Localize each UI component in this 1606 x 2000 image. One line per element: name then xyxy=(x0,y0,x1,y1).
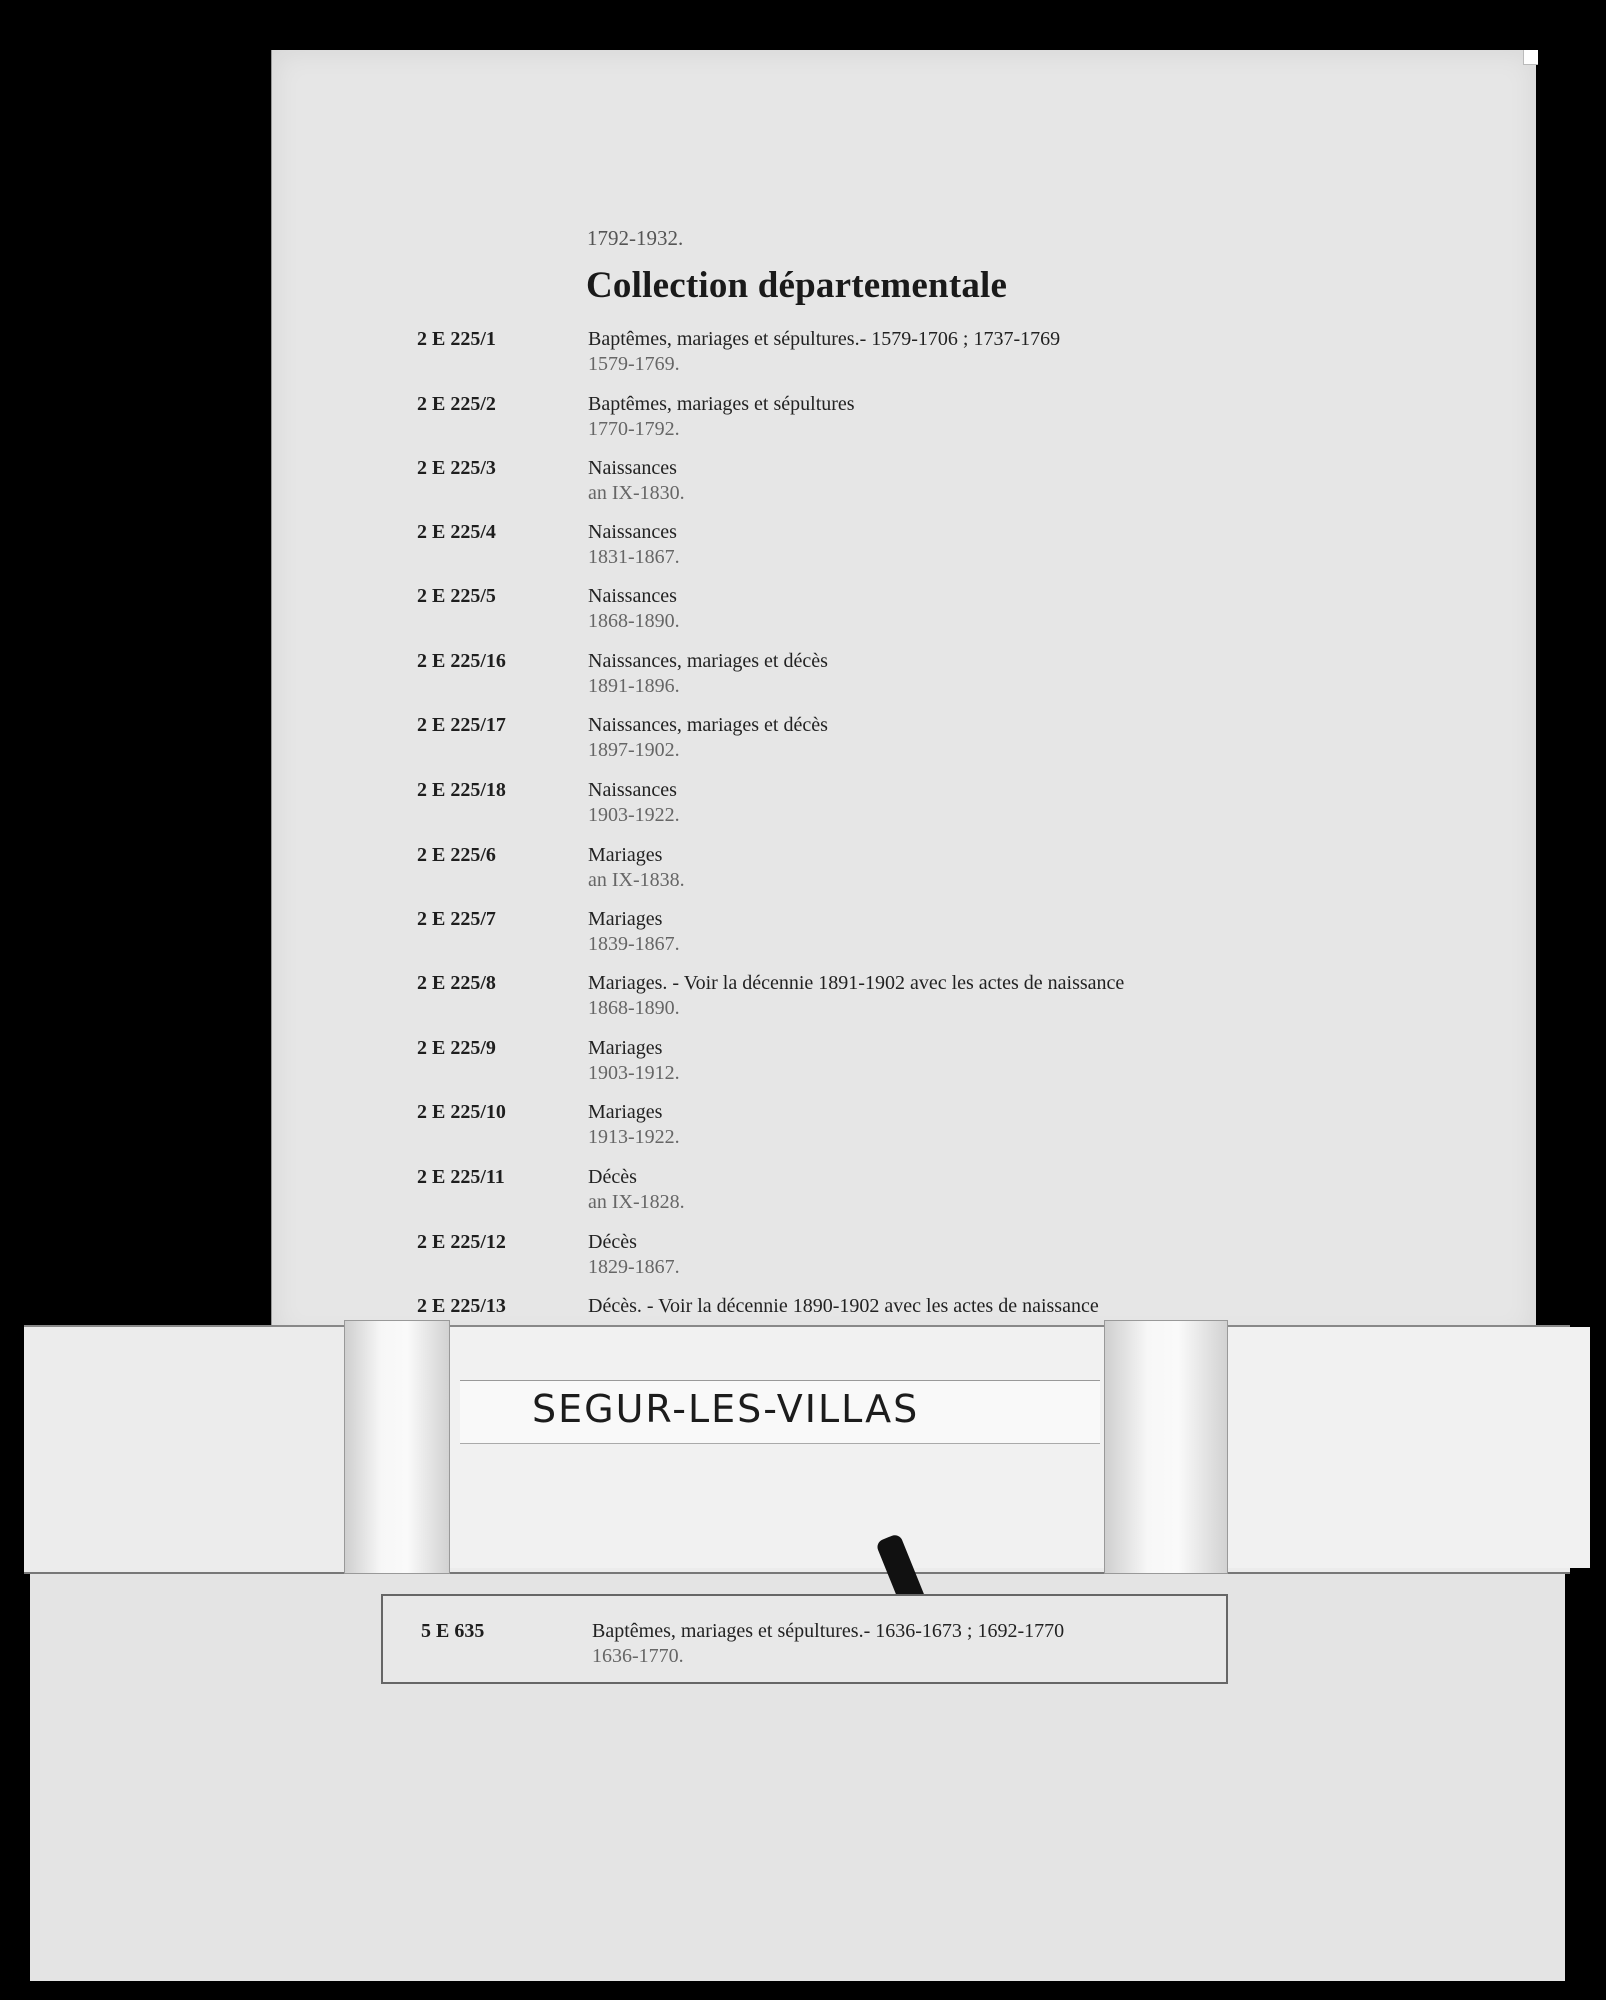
entry-title: Baptêmes, mariages et sépultures xyxy=(588,393,855,415)
section-title: Collection départementale xyxy=(586,265,1008,306)
entry-cote: 2 E 225/16 xyxy=(417,650,506,672)
entry-dates: 1868-1890. xyxy=(588,997,680,1019)
entry-cote: 5 E 635 xyxy=(421,1620,485,1642)
inventory-entry xyxy=(0,1166,1606,1226)
entry-title: Naissances xyxy=(588,521,677,543)
entry-dates: 1903-1922. xyxy=(588,804,680,826)
entry-cote: 2 E 225/4 xyxy=(417,521,496,543)
entry-title: Décès xyxy=(588,1166,637,1188)
inventory-entry xyxy=(0,1231,1606,1291)
entry-title: Mariages xyxy=(588,844,663,866)
entry-dates: 1839-1867. xyxy=(588,933,680,955)
entry-dates: 1636-1770. xyxy=(592,1645,684,1667)
inventory-entry xyxy=(0,585,1606,645)
paper-roll-right xyxy=(1104,1320,1228,1574)
entry-cote: 2 E 225/11 xyxy=(417,1166,505,1188)
entry-title: Décès. - Voir la décennie 1890-1902 avec les actes de naissance xyxy=(588,1295,1099,1317)
entry-title: Mariages xyxy=(588,1037,663,1059)
inventory-entry xyxy=(0,457,1606,517)
entry-dates: 1829-1867. xyxy=(588,1256,680,1278)
entry-cote: 2 E 225/3 xyxy=(417,457,496,479)
inventory-entry xyxy=(0,779,1606,839)
inventory-entry xyxy=(0,844,1606,904)
entry-cote: 2 E 225/1 xyxy=(417,328,496,350)
entry-cote: 2 E 225/10 xyxy=(417,1101,506,1123)
entry-cote: 2 E 225/6 xyxy=(417,844,496,866)
entry-cote: 2 E 225/17 xyxy=(417,714,506,736)
inventory-entry xyxy=(0,650,1606,710)
entry-dates: 1903-1912. xyxy=(588,1062,680,1084)
inventory-entry xyxy=(0,393,1606,453)
entry-cote: 2 E 225/7 xyxy=(417,908,496,930)
inventory-entry xyxy=(0,1037,1606,1097)
entry-dates: 1897-1902. xyxy=(588,739,680,761)
entry-dates: 1770-1792. xyxy=(588,418,680,440)
header-dates: 1792-1932. xyxy=(587,226,684,250)
entry-cote: 2 E 225/18 xyxy=(417,779,506,801)
entry-title: Baptêmes, mariages et sépultures.- 1579-1706 ; 1737-1769 xyxy=(588,328,1061,350)
entry-dates: an IX-1830. xyxy=(588,482,685,504)
inventory-entry xyxy=(0,714,1606,774)
entry-title: Naissances xyxy=(588,779,677,801)
paper-roll-left xyxy=(344,1320,450,1574)
entry-title: Naissances xyxy=(588,585,677,607)
label-band xyxy=(24,1325,1570,1574)
inventory-entry xyxy=(0,908,1606,968)
entry-title: Mariages. - Voir la décennie 1891-1902 avec les actes de naissance xyxy=(588,972,1125,994)
entry-title: Décès xyxy=(588,1231,637,1253)
entry-title: Naissances xyxy=(588,457,677,479)
inventory-entry xyxy=(0,1101,1606,1161)
entry-title: Mariages xyxy=(588,1101,663,1123)
entry-cote: 2 E 225/13 xyxy=(417,1295,506,1317)
label-band-inner xyxy=(344,1327,1590,1568)
entry-cote: 2 E 225/5 xyxy=(417,585,496,607)
bottom-entry-box xyxy=(381,1594,1228,1684)
commune-label-strip xyxy=(460,1380,1100,1444)
entry-dates: 1913-1922. xyxy=(588,1126,680,1148)
inventory-entry xyxy=(0,521,1606,581)
entry-dates: 1579-1769. xyxy=(588,353,680,375)
entry-dates: 1891-1896. xyxy=(588,675,680,697)
inventory-entry xyxy=(0,328,1606,388)
entry-dates: 1868-1890. xyxy=(588,610,680,632)
entry-cote: 2 E 225/8 xyxy=(417,972,496,994)
entry-dates: 1831-1867. xyxy=(588,546,680,568)
commune-name: SEGUR-LES-VILLAS xyxy=(532,1387,920,1431)
inventory-entry xyxy=(0,972,1606,1032)
entry-title: Mariages xyxy=(588,908,663,930)
entry-dates: an IX-1838. xyxy=(588,869,685,891)
entry-title: Baptêmes, mariages et sépultures.- 1636-1673 ; 1692-1770 xyxy=(592,1620,1065,1642)
entry-cote: 2 E 225/12 xyxy=(417,1231,506,1253)
entry-dates: an IX-1828. xyxy=(588,1191,685,1213)
entry-title: Naissances, mariages et décès xyxy=(588,714,828,736)
entry-title: Naissances, mariages et décès xyxy=(588,650,828,672)
entry-cote: 2 E 225/2 xyxy=(417,393,496,415)
entry-cote: 2 E 225/9 xyxy=(417,1037,496,1059)
